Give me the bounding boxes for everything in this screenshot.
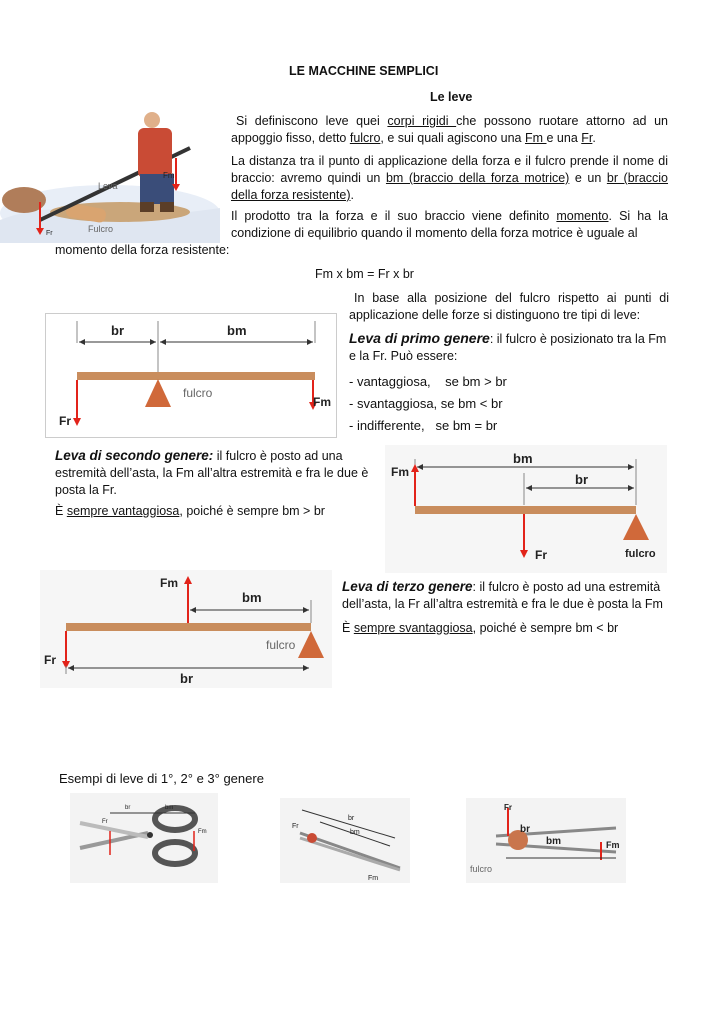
leva-label: Leva — [98, 181, 118, 191]
bm-label: bm — [350, 829, 360, 836]
term-br: br (braccio della forza resistente) — [231, 171, 669, 202]
lever-bar — [66, 623, 311, 631]
lever-third-class-diagram — [40, 570, 332, 688]
bm-label: bm — [546, 836, 561, 847]
lever-bar — [415, 506, 636, 514]
br-label: br — [111, 323, 124, 338]
term-bm: bm (braccio della forza motrice) — [385, 171, 570, 185]
lever-bar — [77, 372, 315, 380]
fr-label: Fr — [504, 803, 512, 812]
secondo-title: Leva di secondo genere: — [55, 448, 214, 463]
primo-title: Leva di primo genere — [349, 330, 490, 346]
bm-label: bm — [242, 590, 262, 605]
momento-line2: momento della forza resistente: — [55, 243, 230, 257]
primo-paragraph: Leva di primo genere: il fulcro è posizionato tra la Fm e la Fr. Può essere: — [349, 330, 667, 363]
term-fulcro: fulcro — [349, 131, 381, 145]
fm-label: Fm — [391, 465, 409, 479]
intro-paragraph: Si definiscono leve quei corpi rigidi che possono ruotare attorno ad un appoggio fisso, detto fulcro, e sui quali agiscono una Fm e una Fr. — [231, 114, 669, 145]
lever-illustration — [0, 108, 220, 243]
braccio-paragraph: La distanza tra il punto di applicazione della forza e il fulcro prende il nome di braccio: avremo quindi un bm (braccio della forza motrice) e un br (braccio della forza resistente). — [231, 154, 669, 202]
bm-label: bm — [227, 323, 247, 338]
br-label: br — [575, 472, 588, 487]
lever-first-class-diagram — [45, 313, 337, 438]
primo-item-2: - svantaggiosa, se bm < br — [349, 396, 503, 411]
primo-item-3: - indifferente, se bm = br — [349, 418, 498, 433]
fr-label: Fr — [535, 548, 547, 562]
bm-label: bm — [513, 451, 533, 466]
fulcro-label: fulcro — [625, 548, 656, 560]
fm-label: Fm — [160, 576, 178, 590]
fm-label: Fm — [198, 829, 207, 835]
fr-label: Fr — [102, 819, 108, 825]
br-label: br — [520, 824, 530, 835]
third-class-tool-example-image — [466, 798, 626, 883]
fm-label: Fm — [606, 840, 620, 850]
fulcro-caption: Fulcro — [88, 224, 114, 234]
fulcro-label: fulcro — [183, 386, 213, 400]
br-label: br — [125, 805, 131, 811]
scissors-example-image — [70, 793, 218, 883]
second-class-tool-example-image — [280, 798, 410, 883]
terzo-paragraph: Leva di terzo genere: il fulcro è posto ad una estremità dell’asta, la Fr all’altra estremità e fra le due è posta la Fm — [342, 579, 663, 611]
br-label: br — [348, 815, 355, 822]
term-sempre-svantaggiosa: sempre svantaggiosa — [353, 621, 473, 635]
base-paragraph: In base alla posizione del fulcro rispetto ai punti di applicazione delle forze si distinguono tre tipi di leve: — [349, 291, 669, 322]
lever-second-class-diagram — [385, 445, 667, 573]
br-label: br — [180, 671, 193, 686]
fm-label: Fm — [368, 875, 379, 882]
esempi-heading: Esempi di leve di 1°, 2° e 3° genere — [59, 771, 264, 786]
fr-caption: Fr — [46, 230, 53, 237]
momento-paragraph: Il prodotto tra la forza e il suo braccio viene definito momento. Si ha la condizione di equilibrio quando il momento della forza motrice è uguale al — [231, 209, 668, 240]
fr-label: Fr — [292, 823, 299, 830]
fulcro-label: fulcro — [266, 638, 296, 652]
term-fm: Fm — [524, 131, 547, 145]
fm-caption: Fm — [163, 171, 175, 180]
term-fr: Fr — [581, 131, 593, 145]
fr-label: Fr — [59, 414, 71, 428]
bm-label: bm — [165, 805, 174, 811]
equilibrium-formula: Fm x bm = Fr x br — [315, 267, 414, 281]
section-title: Le leve — [430, 90, 473, 104]
fm-label: Fm — [313, 395, 331, 409]
primo-item-1: - vantaggiosa, se bm > br — [349, 374, 507, 389]
page-title: LE MACCHINE SEMPLICI — [289, 64, 439, 78]
secondo-always: È sempre vantaggiosa, poiché è sempre bm > br — [55, 504, 325, 518]
terzo-always: È sempre svantaggiosa, poiché è sempre bm < br — [342, 621, 619, 635]
fr-label: Fr — [44, 653, 56, 667]
fulcro-label: fulcro — [470, 864, 493, 874]
secondo-paragraph: Leva di secondo genere: il fulcro è posto ad una estremità dell’asta, la Fm all’altra estremità e fra le due è posta la Fr. — [55, 448, 369, 497]
term-momento: momento — [556, 209, 609, 223]
term-sempre-vantaggiosa: sempre vantaggiosa — [66, 504, 180, 518]
term-corpi-rigidi: corpi rigidi — [387, 114, 457, 128]
terzo-title: Leva di terzo genere — [342, 579, 473, 594]
